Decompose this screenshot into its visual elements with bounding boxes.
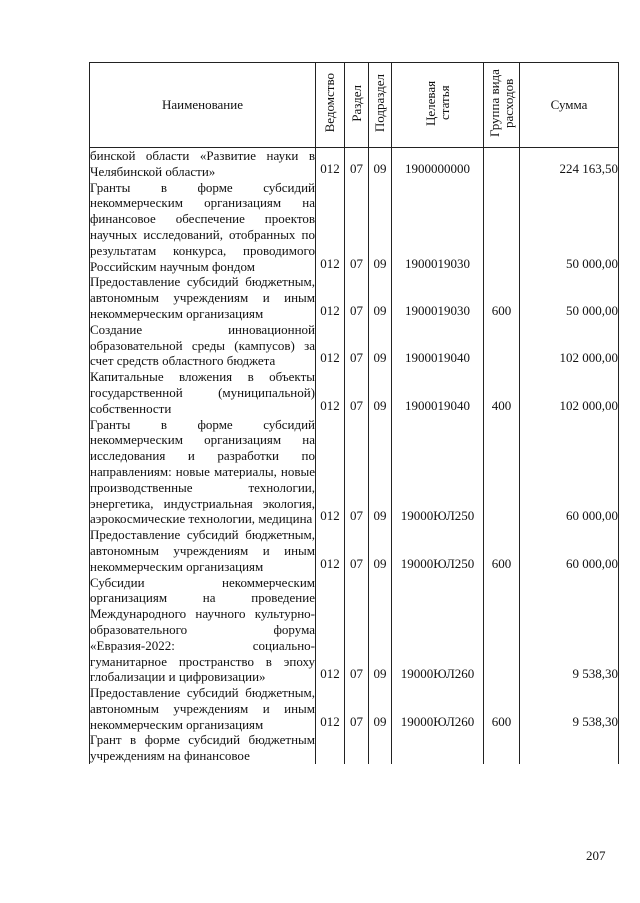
cell-podrazdel: 09 <box>369 575 392 686</box>
table-row <box>90 322 619 369</box>
table-row <box>90 685 619 732</box>
cell-summa: 102 000,00 <box>520 322 619 369</box>
table-row <box>90 575 619 686</box>
cell-podrazdel: 09 <box>369 148 392 180</box>
cell-gruppa <box>484 148 520 180</box>
cell-razdel: 07 <box>345 369 369 416</box>
cell-vedomstvo: 012 <box>316 274 345 321</box>
cell-celevaya-statya: 19000ЮЛ260 <box>392 575 484 686</box>
cell-gruppa <box>484 322 520 369</box>
cell-razdel: 07 <box>345 274 369 321</box>
table-body <box>90 148 619 765</box>
cell-vedomstvo: 012 <box>316 417 345 528</box>
cell-podrazdel <box>369 732 392 764</box>
cell-podrazdel: 09 <box>369 274 392 321</box>
cell-podrazdel: 09 <box>369 322 392 369</box>
cell-name: Предоставление субсидий бюджетным, автономным учреждениям и иным некоммерческим организациям <box>90 527 315 574</box>
header-podrazdel: Подраздел <box>369 63 392 148</box>
header-gruppa-vida-rashodov: Группа вида расходов <box>484 63 520 148</box>
cell-celevaya-statya: 19000ЮЛ260 <box>392 685 484 732</box>
cell-razdel: 07 <box>345 685 369 732</box>
cell-name: Предоставление субсидий бюджетным, автономным учреждениям и иным некоммерческим организациям <box>90 685 315 732</box>
page-number: 207 <box>586 848 606 863</box>
cell-gruppa: 600 <box>484 685 520 732</box>
cell-name: бинской области «Развитие науки в Челябинской области» <box>90 148 315 179</box>
cell-gruppa <box>484 575 520 686</box>
cell-name: Гранты в форме субсидий некоммерческим организациям на исследования и разработки по направлениям: новые материалы, новые производственные технологии, энергетика, индустриальная экология, аэрокосмические технологии, медицина <box>90 416 315 527</box>
cell-vedomstvo <box>316 732 345 764</box>
table-row <box>90 732 619 764</box>
cell-summa: 60 000,00 <box>520 417 619 528</box>
cell-summa: 50 000,00 <box>520 274 619 321</box>
cell-podrazdel: 09 <box>369 180 392 275</box>
table-row <box>90 527 619 574</box>
cell-vedomstvo: 012 <box>316 575 345 686</box>
cell-summa <box>520 732 619 764</box>
table-row <box>90 274 619 321</box>
table-row <box>90 180 619 275</box>
cell-gruppa <box>484 732 520 764</box>
cell-gruppa <box>484 180 520 275</box>
cell-podrazdel: 09 <box>369 527 392 574</box>
cell-gruppa: 600 <box>484 274 520 321</box>
cell-razdel: 07 <box>345 180 369 275</box>
cell-name: Предоставление субсидий бюджетным, автономным учреждениям и иным некоммерческим организациям <box>90 274 315 321</box>
cell-celevaya-statya: 1900019030 <box>392 274 484 321</box>
cell-vedomstvo: 012 <box>316 527 345 574</box>
cell-summa: 9 538,30 <box>520 685 619 732</box>
cell-celevaya-statya: 1900019040 <box>392 322 484 369</box>
cell-celevaya-statya: 1900019040 <box>392 369 484 416</box>
cell-vedomstvo: 012 <box>316 180 345 275</box>
cell-razdel: 07 <box>345 575 369 686</box>
cell-vedomstvo: 012 <box>316 148 345 180</box>
cell-vedomstvo: 012 <box>316 322 345 369</box>
cell-celevaya-statya: 1900000000 <box>392 148 484 180</box>
header-vedomstvo: Ведомство <box>316 63 345 148</box>
cell-podrazdel: 09 <box>369 369 392 416</box>
cell-gruppa: 400 <box>484 369 520 416</box>
cell-razdel: 07 <box>345 417 369 528</box>
cell-summa: 50 000,00 <box>520 180 619 275</box>
cell-vedomstvo: 012 <box>316 369 345 416</box>
table-row <box>90 148 619 180</box>
cell-razdel: 07 <box>345 148 369 180</box>
cell-gruppa <box>484 417 520 528</box>
table-row <box>90 417 619 528</box>
cell-celevaya-statya <box>392 732 484 764</box>
table-row <box>90 369 619 416</box>
cell-razdel <box>345 732 369 764</box>
cell-name: Гранты в форме субсидий некоммерческим организациям на финансовое обеспечение проектов научных исследований, отобранных по результатам конкурса, проводимого Российским научным фондом <box>90 179 315 274</box>
cell-podrazdel: 09 <box>369 685 392 732</box>
cell-razdel: 07 <box>345 322 369 369</box>
header-celevaya-statya: Целевая статья <box>392 63 484 148</box>
header-summa: Сумма <box>520 63 619 148</box>
cell-razdel: 07 <box>345 527 369 574</box>
cell-summa: 9 538,30 <box>520 575 619 686</box>
table-header-row <box>90 63 619 148</box>
cell-name: Создание инновационной образовательной среды (кампусов) за счет средств областного бюджета <box>90 321 315 369</box>
cell-celevaya-statya: 1900019030 <box>392 180 484 275</box>
cell-name: Капитальные вложения в объекты государственной (муниципальной) собственности <box>90 369 315 416</box>
cell-celevaya-statya: 19000ЮЛ250 <box>392 527 484 574</box>
header-name: Наименование <box>90 63 316 148</box>
cell-podrazdel: 09 <box>369 417 392 528</box>
cell-summa: 60 000,00 <box>520 527 619 574</box>
budget-table <box>89 62 619 764</box>
cell-name: Субсидии некоммерческим организациям на проведение Международного научного культурно-образовательного форума «Евразия-2022: социально-гуманитарное пространство в эпоху глобализации и цифровизации» <box>90 574 315 685</box>
cell-vedomstvo: 012 <box>316 685 345 732</box>
cell-celevaya-statya: 19000ЮЛ250 <box>392 417 484 528</box>
cell-name: Грант в форме субсидий бюджетным учреждениям на финансовое <box>90 732 315 764</box>
header-razdel: Раздел <box>345 63 369 148</box>
cell-summa: 102 000,00 <box>520 369 619 416</box>
cell-summa: 224 163,50 <box>520 148 619 180</box>
cell-gruppa: 600 <box>484 527 520 574</box>
